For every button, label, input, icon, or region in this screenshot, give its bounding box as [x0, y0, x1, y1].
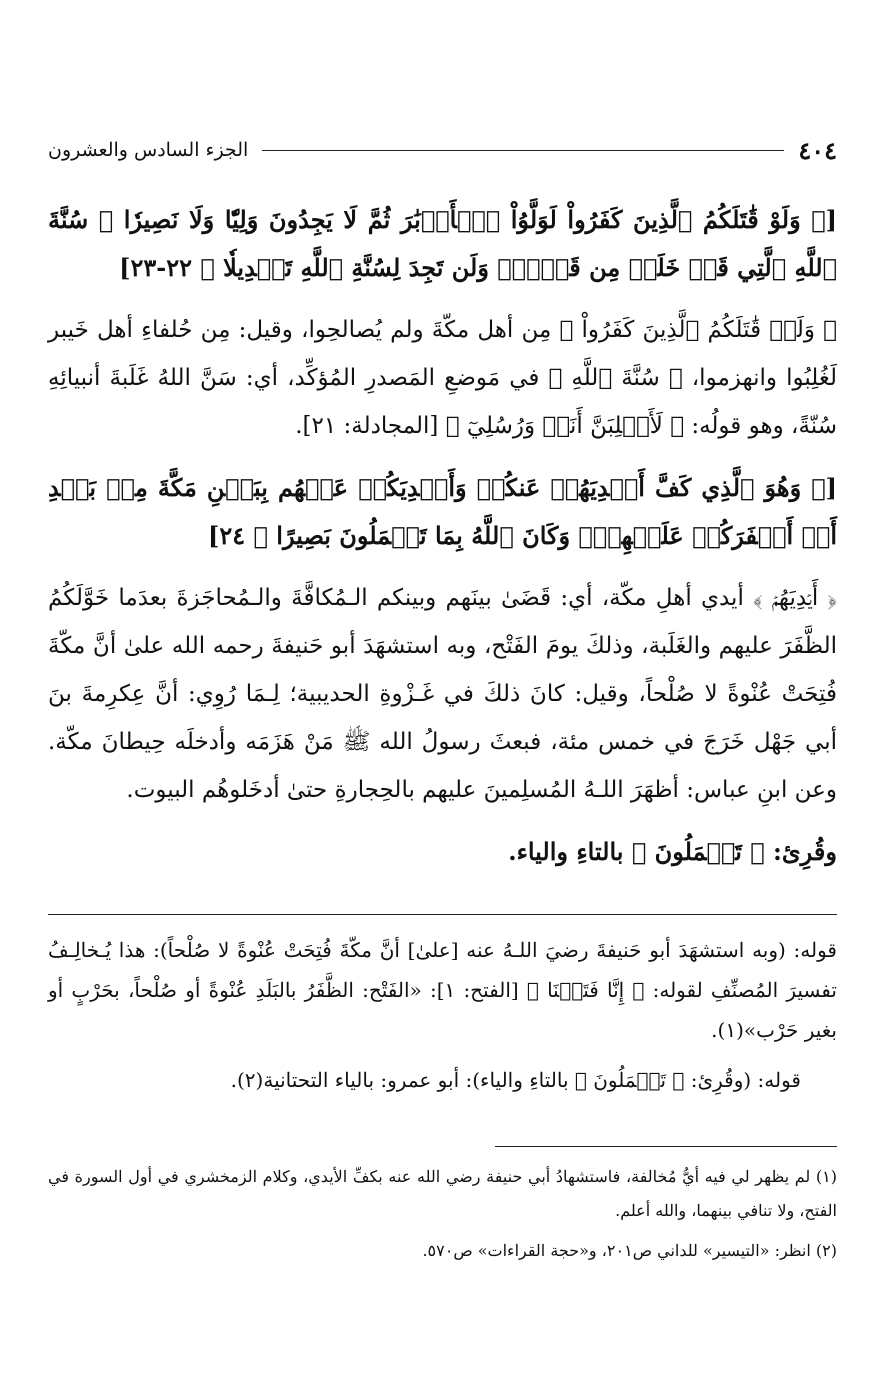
footnote-divider	[495, 1146, 837, 1147]
quran-verse-24: [﴿ وَهُوَ ٱلَّذِي كَفَّ أَيۡدِيَهُمۡ عَنكُمۡ وَأَيۡدِيَكُمۡ عَنۡهُم بِبَطۡنِ مَكَّةَ مِنۢ بَعۡدِ أَنۡ أَظۡفَرَكُمۡ عَلَيۡهِمۡۚ وَكَانَ ٱللَّهُ بِمَا تَعۡمَلُونَ بَصِيرًا ﴾ ٢٤]	[48, 473, 837, 550]
commentary-paragraph: ﴿ أَيۡدِيَهُمۡ ﴾ أيدي أهلِ مكّة، أي: قَضَىٰ بينَهم وبينكم الـمُكافَّةَ والـمُحاجَزةَ بعدَما خَوَّلَكُمُ الظَّفَرَ عليهم والغَلَبة، وذلكَ يومَ الفَتْح، وبه استشهَدَ أبو حَنيفةَ رحمه الله علىٰ أنَّ مكّةَ فُتِحَتْ عُنْوةً لا صُلْحاً، وقيل: كانَ ذلكَ في غَـزْوةِ الحديبية؛ لِـمَا رُوِي: أنَّ عِكرِمةَ بنَ أبي جَهْل خَرَجَ في خمس مئة، فبعثَ رسولُ الله ﷺ مَنْ هَزَمَه وأدخلَه حِيطانَ مكّة. وعن ابنِ عباس: أظهَرَ اللـهُ المُسلِمينَ عليهم بالحِجارةِ حتىٰ أدخَلوهُم البيوت.	[48, 585, 838, 803]
page-number: ٤٠٤	[798, 135, 837, 165]
footnote-1: (١) لم يظهر لي فيه أيُّ مُخالفة، فاستشهادُ أبي حنيفة رضي الله عنه بكفِّ الأيدي، وكلام الزمخشري في أول السورة في الفتح، ولا تنافي بينهما، والله أعلم.	[48, 1167, 837, 1220]
footnotes	[48, 1160, 837, 1274]
qiraa-note: وقُرِئ: ﴿ تَعۡمَلُونَ ﴾ بالتاءِ والياء.	[508, 837, 837, 866]
footnote-2: (٢) انظر: «التيسير» للداني ص٢٠١، و«حجة القراءات» ص٥٧٠.	[422, 1241, 837, 1260]
header-rule	[262, 150, 784, 151]
running-header	[48, 132, 837, 168]
running-title: الجزء السادس والعشرون	[48, 139, 249, 161]
gloss-notes	[48, 930, 837, 1110]
main-text	[48, 196, 837, 890]
quran-verse-22-23: [﴿ وَلَوْ قَٰتَلَكُمُ ٱلَّذِينَ كَفَرُواْ لَوَلَّوُاْ ٱلۡأَدۡبَٰرَ ثُمَّ لَا يَجِدُونَ وَلِيّٗا وَلَا نَصِيرٗا ۞ سُنَّةَ ٱللَّهِ ٱلَّتِي قَدۡ خَلَتۡ مِن قَبۡلُۖ وَلَن تَجِدَ لِسُنَّةِ ٱللَّهِ تَبۡدِيلٗا ﴾ ٢٢-٢٣]	[48, 205, 837, 282]
section-divider	[48, 914, 837, 915]
gloss-note: قوله: (وبه استشهَدَ أبو حَنيفةَ رضيَ اللـهُ عنه [علىٰ] أنَّ مكّةَ فُتِحَتْ عُنْوةً لا صُلْحاً): هذا يُـخالِـفُ تفسيرَ المُصنِّفِ لقوله: ﴿ إِنَّا فَتَحۡنَا ﴾ [الفتح: ١]: «الفَتْح: الظَّفَرُ بالبَلَدِ عُنْوةً أو صُلْحاً، بحَرْبٍ أو بغير حَرْب»(١).	[48, 938, 837, 1042]
commentary-paragraph: ﴿ وَلَوۡ قَٰتَلَكُمُ ٱلَّذِينَ كَفَرُواْ ﴾ مِن أهل مكّةَ ولم يُصالحِوا، وقيل: مِن حُلفاءِ أهل خَيبر لَغُلِبُوا وانهزموا، ﴿ سُنَّةَ ٱللَّهِ ﴾ في مَوضعِ المَصدرِ المُؤكِّد، أي: سَنَّ اللهُ غَلَبةَ أنبيائِهِ سُنّةً، وهو قولُه: ﴿ لَأَغۡلِبَنَّ أَنَا۠ وَرُسُلِيٓ ﴾ [المجادلة: ٢١].	[48, 317, 837, 439]
gloss-note: قوله: (وقُرِئ: ﴿ تَعۡمَلُونَ ﴾ بالتاءِ والياء): أبو عمرو: بالياء التحتانية(٢).	[230, 1068, 801, 1092]
